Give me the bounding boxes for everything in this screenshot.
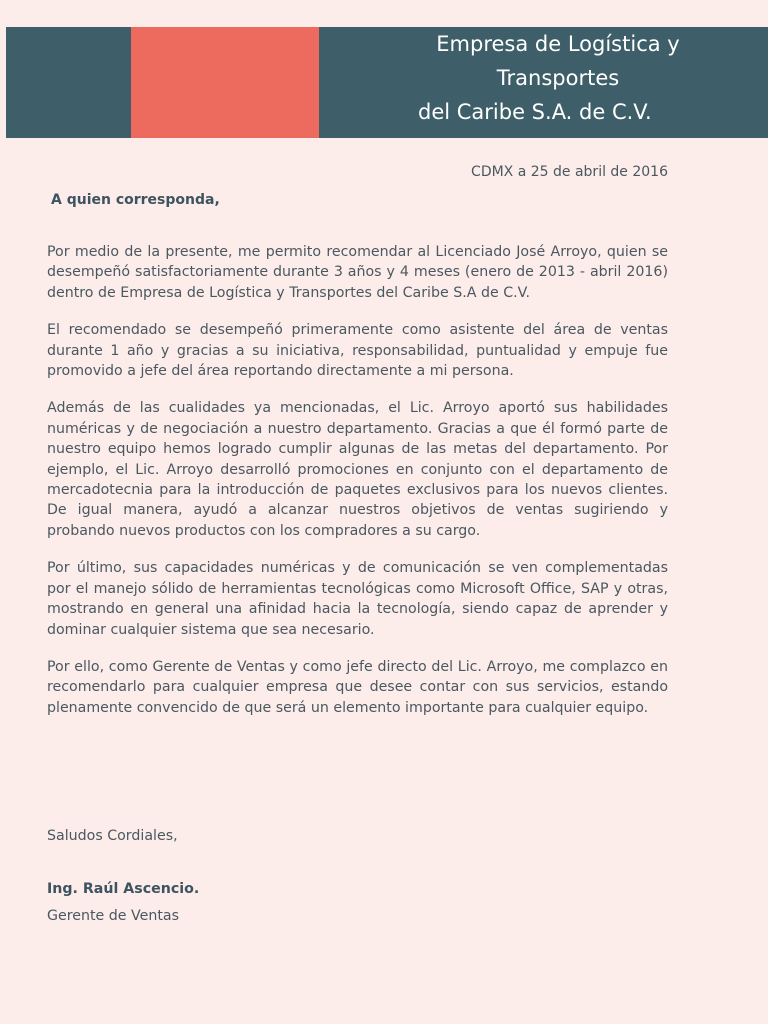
signer-position: Gerente de Ventas [47, 908, 179, 924]
salutation: A quien corresponda, [51, 192, 220, 208]
company-name-line-3: del Caribe S.A. de C.V. [418, 100, 652, 124]
paragraph-3: Además de las cualidades ya mencionadas, el Lic. Arroyo aportó sus habilidades numéricas y de negociación a nuestro departamento. Gracias a que él formó parte de nuestro equipo hemos logrado cumplir algunas de las metas del departamento. Por ejemplo, el Lic. Arroyo desarrolló promociones en conjunto con el departamento de mercadotecnia para la introducción de paquetes exclusivos para los nuevos clientes. De igual manera, ayudó a alcanzar nuestros objetivos de ventas sugiriendo y probando nuevos productos con los compradores a su cargo. [47, 400, 668, 539]
company-name-line-1: Empresa de Logística y [436, 32, 680, 56]
paragraph-5: Por ello, como Gerente de Ventas y como jefe directo del Lic. Arroyo, me complazco en recomendarlo para cualquier empresa que desee contar con sus servicios, estando plenamente convencido de que será un elemento importante para cualquier equipo. [47, 658, 668, 716]
company-name [388, 27, 728, 138]
company-name-line-2: Transportes [496, 66, 620, 90]
letter-date: CDMX a 25 de abril de 2016 [471, 164, 668, 180]
paragraph-2: El recomendado se desempeñó primeramente como asistente del área de ventas durante 1 año y gracias a su iniciativa, responsabilidad, puntualidad y empuje fue promovido a jefe del área reportando directamente a mi persona. [47, 322, 668, 380]
letter-body [47, 242, 668, 735]
paragraph-1: Por medio de la presente, me permito recomendar al Licenciado José Arroyo, quien se desempeñó satisfactoriamente durante 3 años y 4 meses (enero de 2013 - abril 2016) dentro de Empresa de Logística y Transportes del Caribe S.A de C.V. [47, 244, 668, 301]
header-accent-block [131, 27, 319, 138]
paragraph-4: Por último, sus capacidades numéricas y de comunicación se ven complementadas por el manejo sólido de herramientas tecnológicas como Microsoft Office, SAP y otras, mostrando en general una afinidad hacia la tecnología, siendo capaz de aprender y dominar cualquier sistema que sea necesario. [47, 560, 668, 638]
closing: Saludos Cordiales, [47, 828, 178, 844]
signer-name: Ing. Raúl Ascencio. [47, 881, 200, 897]
